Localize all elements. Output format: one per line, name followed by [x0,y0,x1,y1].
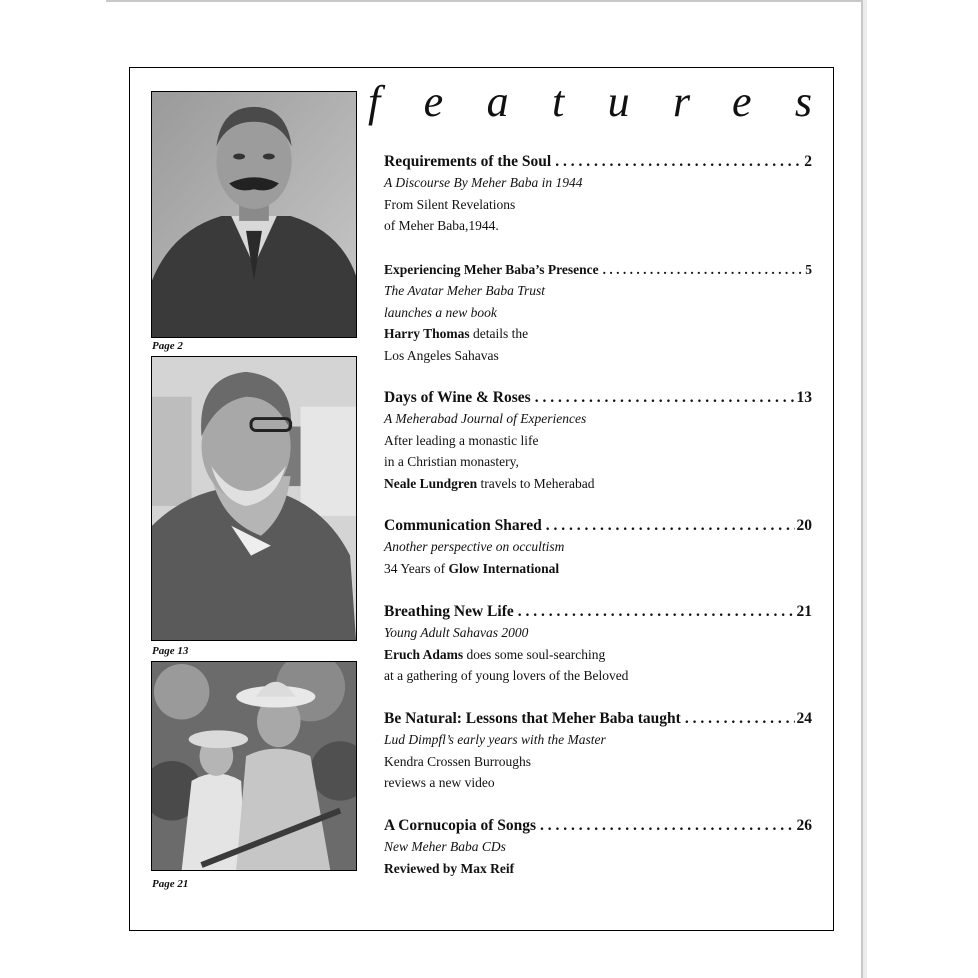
feature-entry [384,602,812,687]
author-name: Reviewed by Max Reif [384,860,515,876]
dot-leader [535,388,795,408]
feature-description [384,858,812,880]
photo-portrait [151,91,357,338]
feature-page-number: 5 [805,262,812,277]
feature-description [384,323,812,345]
feature-description: Kendra Crossen Burroughs [384,753,531,769]
feature-title-row[interactable] [384,260,812,280]
author-name: Neale Lundgren [384,475,478,491]
feature-title-row[interactable] [384,152,812,172]
photo-caption: Page 21 [152,878,189,890]
photo-caption: Page 2 [152,340,183,352]
feature-title: A Cornucopia of Songs [384,817,537,834]
feature-description: Los Angeles Sahavas [384,347,499,363]
feature-entry [384,388,812,494]
feature-page-number: 2 [804,153,812,170]
feature-description-text: details the [469,326,529,341]
feature-subtitle: New Meher Baba CDs [384,839,506,854]
dot-leader [555,152,802,172]
feature-entry [384,816,812,879]
author-name: Harry Thomas [384,326,470,341]
feature-description: reviews a new video [384,775,495,790]
dot-leader [685,709,795,729]
feature-page-number: 26 [796,817,812,834]
features-heading [366,78,816,128]
feature-title: Be Natural: Lessons that Meher Baba taught [384,710,681,727]
feature-description: of Meher Baba,1944. [384,218,499,233]
dot-leader [540,816,794,836]
features-heading-text: features [368,78,812,126]
feature-description-text: 34 Years of [384,560,449,576]
dot-leader [518,602,795,622]
feature-page-number: 24 [796,710,812,727]
feature-entry [384,260,812,366]
feature-description: From Silent Revelations [384,196,516,212]
feature-entry [384,516,812,579]
feature-title: Days of Wine & Roses [384,389,531,406]
feature-title-row[interactable] [384,709,812,729]
feature-subtitle: A Meherabad Journal of Experiences [384,411,587,426]
feature-description: After leading a monastic life [384,432,539,448]
photo-caption: Page 13 [152,645,189,657]
feature-subtitle: A Discourse By Meher Baba in 1944 [384,175,583,190]
feature-subtitle: Lud Dimpfl’s early years with the Master [384,732,606,747]
feature-description [384,473,812,495]
page-edge-top [106,0,863,2]
feature-entry [384,152,812,237]
photo-two-people-with-hats [151,661,357,871]
feature-title: Breathing New Life [384,603,514,620]
feature-description: in a Christian monastery, [384,454,519,469]
feature-title: Communication Shared [384,517,542,534]
feature-description-text: travels to Meherabad [477,475,595,491]
feature-title-row[interactable] [384,388,812,408]
feature-description-text: does some soul-searching [463,646,606,662]
feature-entry [384,709,812,794]
feature-subtitle: Young Adult Sahavas 2000 [384,625,529,640]
feature-description: at a gathering of young lovers of the Beloved [384,668,629,683]
dot-leader [603,260,804,280]
feature-title-row[interactable] [384,602,812,622]
author-name: Eruch Adams [384,646,464,662]
feature-page-number: 20 [796,517,812,534]
feature-description [384,558,812,580]
feature-page-number: 13 [796,389,812,406]
feature-title-row[interactable] [384,816,812,836]
page-shadow [863,0,867,978]
feature-title: Experiencing Meher Baba’s Presence [384,262,599,277]
feature-subtitle: The Avatar Meher Baba Trust [384,283,546,298]
feature-subtitle: Another perspective on occultism [384,539,565,554]
photo-man-with-glasses [151,356,357,641]
feature-page-number: 21 [796,603,812,620]
organization-name: Glow International [448,560,560,576]
feature-title: Requirements of the Soul [384,153,552,170]
feature-title-row[interactable] [384,516,812,536]
feature-subtitle: launches a new book [384,304,497,320]
dot-leader [546,516,795,536]
feature-description [384,644,812,666]
